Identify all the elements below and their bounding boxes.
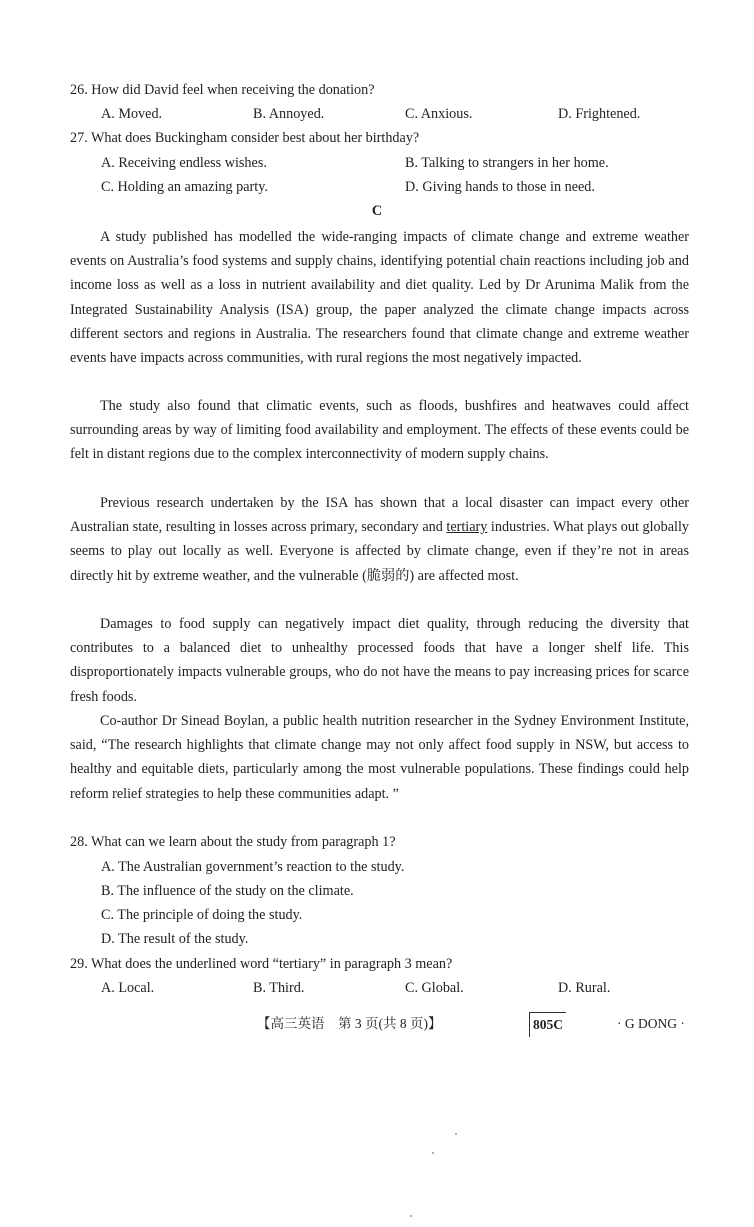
q26-option-b: B. Annoyed. bbox=[253, 106, 325, 122]
p3-text-before: Previous research undertaken by the ISA has shown that a local disaster can impact every other Australian state, resulting in losses across primary, secondary and bbox=[70, 495, 689, 536]
p3-text-after: industries. What plays out globally seems to play out locally as well. Everyone is affected by climate change, even if they’re not in areas directly hit by extreme weather, and the vulnerable (脆弱的) are affected most. bbox=[70, 519, 689, 584]
section-title: C bbox=[371, 203, 383, 219]
q27-option-a: A. Receiving endless wishes. bbox=[101, 155, 267, 171]
q28-row-b bbox=[0, 879, 754, 903]
question-26: 26. How did David feel when receiving the donation? bbox=[70, 82, 375, 98]
q29-option-a: A. Local. bbox=[101, 980, 155, 996]
q27-option-c: C. Holding an amazing party. bbox=[101, 179, 268, 195]
scan-speck bbox=[410, 1215, 412, 1217]
q28-option-a: A. The Australian government’s reaction to the study. bbox=[101, 859, 405, 875]
q28-option-d: D. The result of the study. bbox=[101, 931, 249, 947]
q28-row-d bbox=[0, 927, 754, 951]
q26-option-d: D. Frightened. bbox=[558, 106, 641, 122]
question-29-options bbox=[0, 976, 754, 1000]
q29-option-b: B. Third. bbox=[253, 980, 305, 996]
q27-option-b: B. Talking to strangers in her home. bbox=[405, 155, 609, 171]
passage-paragraph-5: Co-author Dr Sinead Boylan, a public health nutrition researcher in the Sydney Environment Institute, said, “The research highlights that climate change may not only affect food supply in NSW, but access to healthy and equitable diets, particularly among the most vulnerable populations. These findings could help reform relief strategies to help these communities adapt. ” bbox=[70, 713, 689, 802]
underlined-word-tertiary: tertiary bbox=[446, 519, 488, 536]
page-footer bbox=[0, 1012, 754, 1036]
q28-row-a bbox=[0, 855, 754, 879]
passage-paragraph-3 bbox=[70, 491, 689, 588]
q26-option-c: C. Anxious. bbox=[405, 106, 473, 122]
q29-option-d: D. Rural. bbox=[558, 980, 611, 996]
question-27: 27. What does Buckingham consider best about her birthday? bbox=[70, 130, 420, 146]
passage-paragraph-4: Damages to food supply can negatively impact diet quality, through reducing the diversity that contributes to a balanced diet to unhealthy processed foods that have a longer shelf life. This disproportionately impacts vulnerable groups, who do not have the means to pay increasing prices for scarce fresh foods. bbox=[70, 616, 689, 705]
footer-region: · G DONG · bbox=[617, 1016, 685, 1031]
question-29: 29. What does the underlined word “tertiary” in paragraph 3 mean? bbox=[70, 956, 453, 972]
scan-speck bbox=[455, 1133, 457, 1135]
question-28: 28. What can we learn about the study from paragraph 1? bbox=[70, 834, 396, 850]
footer-exam-code: 805C bbox=[529, 1012, 566, 1037]
passage-paragraph-1: A study published has modelled the wide-ranging impacts of climate change and extreme weather events on Australia’s food systems and supply chains, identifying potential chain reactions including job and income loss as well as a loss in nutrient availability and diet quality. Led by Dr Arunima Malik from the Integrated Sustainability Analysis (ISA) group, the paper analyzed the climate change impacts across different sectors and regions in Australia. The researchers found that climate change and extreme weather events have impacts across communities, with rural regions the most negatively impacted. bbox=[70, 229, 689, 367]
q28-option-b: B. The influence of the study on the climate. bbox=[101, 883, 354, 899]
passage-paragraph-2: The study also found that climatic events, such as floods, bushfires and heatwaves could affect surrounding areas by way of limiting food availability and employment. The effects of these events could be felt in distant regions due to the complex interconnectivity of modern supply chains. bbox=[70, 398, 689, 463]
question-26-options bbox=[0, 102, 754, 126]
question-27-options-row2 bbox=[0, 175, 754, 199]
question-27-options-row1 bbox=[0, 151, 754, 175]
q28-row-c bbox=[0, 903, 754, 927]
scan-speck bbox=[432, 1152, 434, 1154]
q28-option-c: C. The principle of doing the study. bbox=[101, 907, 303, 923]
footer-page-info: 【高三英语 第 3 页(共 8 页)】 bbox=[257, 1016, 442, 1031]
q29-option-c: C. Global. bbox=[405, 980, 464, 996]
q27-option-d: D. Giving hands to those in need. bbox=[405, 179, 595, 195]
q26-option-a: A. Moved. bbox=[101, 106, 163, 122]
